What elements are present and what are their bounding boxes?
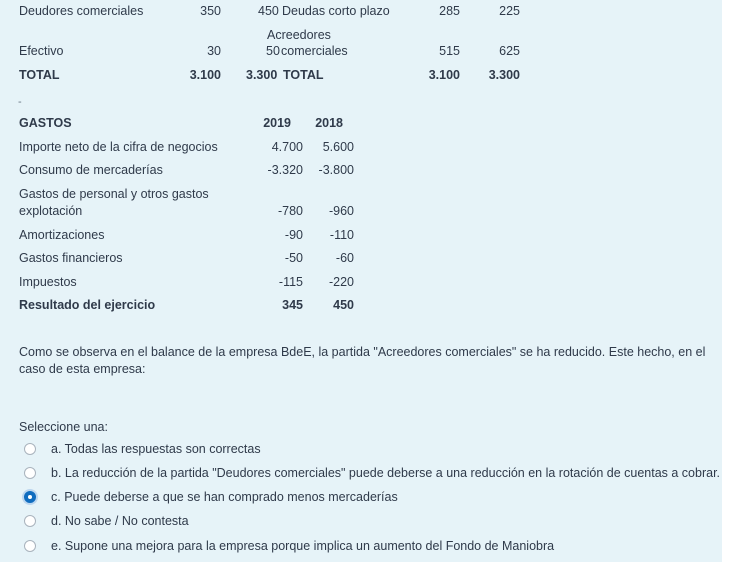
option-label[interactable]: c. Puede deberse a que se han comprado menos mercaderías bbox=[51, 490, 398, 504]
gastos-row-label: Consumo de mercaderías bbox=[19, 163, 163, 177]
gastos-row-label: explotación bbox=[19, 204, 83, 218]
gastos-value: -60 bbox=[335, 251, 354, 265]
balance-value: 50 bbox=[266, 44, 280, 58]
question-text: Como se observa en el balance de la empresa BdeE, la partida "Acreedores comerciales" se ha reducido. Este hecho, en el bbox=[19, 345, 706, 359]
radio-button[interactable] bbox=[24, 443, 36, 455]
balance-value: 3.300 bbox=[488, 68, 520, 82]
gastos-row-label: Resultado del ejercicio bbox=[19, 298, 156, 312]
balance-label: comerciales bbox=[281, 44, 348, 58]
balance-value: 625 bbox=[499, 44, 520, 58]
gastos-value: -220 bbox=[328, 275, 354, 289]
gastos-value: -50 bbox=[284, 251, 303, 265]
gastos-row-label: Gastos financieros bbox=[19, 251, 123, 265]
option-label[interactable]: e. Supone una mejora para la empresa porque implica un aumento del Fondo de Maniobra bbox=[51, 539, 555, 553]
balance-label: TOTAL bbox=[283, 68, 324, 82]
gastos-value: -90 bbox=[284, 228, 303, 242]
gastos-value: -960 bbox=[328, 204, 354, 218]
option-label[interactable]: d. No sabe / No contesta bbox=[51, 514, 189, 528]
gastos-value: -3.320 bbox=[267, 163, 303, 177]
gastos-row-label: Gastos de personal y otros gastos bbox=[19, 187, 209, 201]
question-text: caso de esta empresa: bbox=[19, 362, 146, 376]
gastos-year: 2019 bbox=[263, 116, 291, 130]
gastos-value: -110 bbox=[329, 228, 354, 242]
gastos-header: GASTOS bbox=[19, 116, 72, 130]
separator-dash: - bbox=[18, 96, 22, 108]
gastos-row-label: Importe neto de la cifra de negocios bbox=[19, 140, 218, 154]
question-prompt: Seleccione una: bbox=[19, 420, 108, 434]
balance-label: Efectivo bbox=[19, 44, 64, 58]
radio-button[interactable] bbox=[24, 515, 36, 527]
balance-value: 225 bbox=[499, 4, 520, 18]
balance-value: 450 bbox=[258, 4, 279, 18]
gastos-value: 450 bbox=[333, 298, 354, 312]
balance-label: TOTAL bbox=[19, 68, 60, 82]
gastos-year: 2018 bbox=[315, 116, 343, 130]
radio-button[interactable] bbox=[24, 467, 36, 479]
gastos-row-label: Impuestos bbox=[19, 275, 77, 289]
gastos-value: -115 bbox=[278, 275, 303, 289]
radio-button-selected[interactable] bbox=[24, 491, 36, 503]
balance-label: Acreedores bbox=[267, 28, 331, 42]
balance-value: 3.100 bbox=[428, 68, 460, 82]
option-label[interactable]: a. Todas las respuestas son correctas bbox=[51, 442, 261, 456]
gastos-value: -3.800 bbox=[318, 163, 354, 177]
balance-value: 30 bbox=[207, 44, 221, 58]
balance-value: 515 bbox=[439, 44, 460, 58]
gastos-value: 345 bbox=[282, 298, 303, 312]
gastos-value: 5.600 bbox=[322, 140, 354, 154]
gastos-value: 4.700 bbox=[271, 140, 303, 154]
gastos-value: -780 bbox=[277, 204, 303, 218]
balance-value: 350 bbox=[200, 4, 221, 18]
balance-value: 3.300 bbox=[246, 68, 278, 82]
option-label[interactable]: b. La reducción de la partida "Deudores comerciales" puede deberse a una reducción en la rotación de cuentas a cobrar. bbox=[51, 466, 721, 480]
gastos-row-label: Amortizaciones bbox=[19, 228, 105, 242]
radio-button[interactable] bbox=[24, 540, 36, 552]
balance-label: Deudores comerciales bbox=[19, 4, 144, 18]
balance-value: 285 bbox=[439, 4, 460, 18]
balance-label: Deudas corto plazo bbox=[282, 4, 390, 18]
balance-value: 3.100 bbox=[189, 68, 221, 82]
